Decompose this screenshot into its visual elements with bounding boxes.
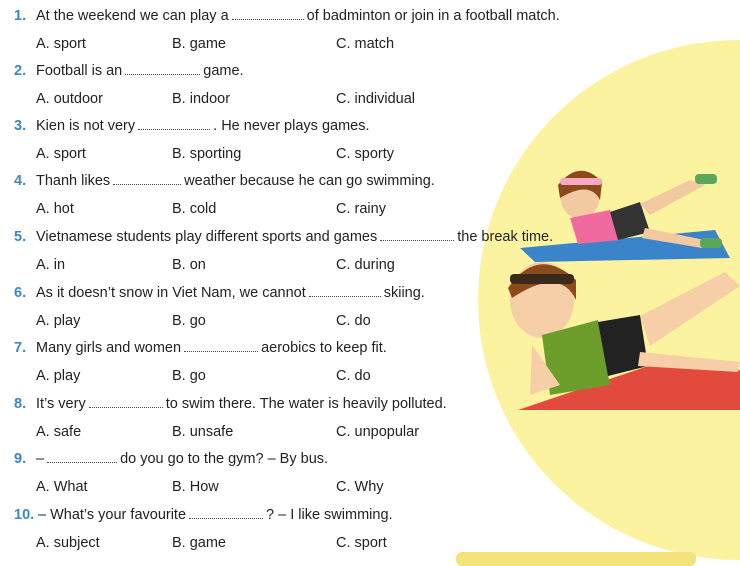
question-text-before: It’s very <box>36 396 86 412</box>
bottom-highlight-bar <box>456 552 696 566</box>
answer-option-a[interactable]: A. hot <box>36 201 74 217</box>
answer-option-c[interactable]: C. during <box>336 257 395 273</box>
answer-option-c[interactable]: C. Why <box>336 479 384 495</box>
question-text-after: skiing. <box>383 285 425 301</box>
answer-option-a[interactable]: A. play <box>36 313 81 329</box>
question-text-before: – <box>36 451 45 467</box>
answer-option-b[interactable]: B. go <box>172 313 206 329</box>
question-text-after: the break time. <box>457 229 554 245</box>
answer-blank[interactable] <box>113 172 181 185</box>
answer-option-a[interactable]: A. sport <box>36 146 86 162</box>
question-text-after: to swim there. The water is heavily polluted. <box>165 396 447 412</box>
answer-blank[interactable] <box>380 228 454 241</box>
question-6 <box>14 283 425 303</box>
answer-blank[interactable] <box>138 117 210 130</box>
answer-blank[interactable] <box>232 7 304 20</box>
question-number: 6. <box>14 285 27 301</box>
question-text-after: weather because he can go swimming. <box>184 173 435 189</box>
question-2 <box>14 61 244 81</box>
answer-blank[interactable] <box>309 284 381 297</box>
answer-option-b[interactable]: B. go <box>172 368 206 384</box>
question-number: 7. <box>14 340 27 356</box>
answer-option-a[interactable]: A. subject <box>36 535 100 551</box>
question-3 <box>14 116 370 136</box>
question-text-after: . He never plays games. <box>213 118 370 134</box>
answer-blank[interactable] <box>47 450 117 463</box>
question-number: 4. <box>14 173 27 189</box>
question-number: 8. <box>14 396 27 412</box>
answer-option-c[interactable]: C. sport <box>336 535 387 551</box>
answer-option-a[interactable]: A. sport <box>36 36 86 52</box>
question-text-before: Thanh likes <box>36 173 111 189</box>
answer-option-b[interactable]: B. indoor <box>172 91 231 107</box>
exercise-girls-illustration <box>490 140 740 420</box>
question-text-before: Kien is not very <box>36 118 136 134</box>
answer-option-b[interactable]: B. sporting <box>172 146 242 162</box>
answer-option-b[interactable]: B. game <box>172 36 226 52</box>
answer-option-b[interactable]: B. game <box>172 535 226 551</box>
question-text-after: do you go to the gym? – By bus. <box>120 451 329 467</box>
answer-option-a[interactable]: A. play <box>36 368 81 384</box>
answer-option-c[interactable]: C. sporty <box>336 146 395 162</box>
question-7 <box>14 338 387 358</box>
question-text-before: Vietnamese students play different sports and games <box>36 229 378 245</box>
question-text-before: As it doesn’t snow in Viet Nam, we cannot <box>36 285 306 301</box>
answer-option-c[interactable]: C. individual <box>336 91 415 107</box>
answer-option-c[interactable]: C. rainy <box>336 201 386 217</box>
answer-blank[interactable] <box>189 506 263 519</box>
question-text-before: At the weekend we can play a <box>36 8 229 24</box>
question-9 <box>14 449 328 469</box>
question-text-after: ? – I like swimming. <box>266 507 393 523</box>
question-number: 9. <box>14 451 27 467</box>
answer-option-b[interactable]: B. cold <box>172 201 217 217</box>
answer-option-b[interactable]: B. unsafe <box>172 424 234 440</box>
answer-option-c[interactable]: C. do <box>336 368 371 384</box>
question-number: 5. <box>14 229 27 245</box>
answer-option-b[interactable]: B. on <box>172 257 206 273</box>
question-text-after: aerobics to keep fit. <box>261 340 387 356</box>
answer-option-c[interactable]: C. match <box>336 36 395 52</box>
question-5 <box>14 227 553 247</box>
answer-option-a[interactable]: A. in <box>36 257 66 273</box>
answer-option-b[interactable]: B. How <box>172 479 219 495</box>
answer-blank[interactable] <box>89 395 163 408</box>
answer-option-a[interactable]: A. What <box>36 479 88 495</box>
question-text-after: game. <box>203 63 244 79</box>
question-text-before: Football is an <box>36 63 123 79</box>
question-8 <box>14 394 447 414</box>
question-number: 3. <box>14 118 27 134</box>
answer-option-a[interactable]: A. safe <box>36 424 82 440</box>
answer-blank[interactable] <box>125 62 200 75</box>
question-number: 10. <box>14 507 35 523</box>
question-text-before: – What’s your favourite <box>38 507 187 523</box>
answer-option-a[interactable]: A. outdoor <box>36 91 103 107</box>
question-number: 1. <box>14 8 27 24</box>
question-4 <box>14 171 435 191</box>
answer-option-c[interactable]: C. do <box>336 313 371 329</box>
question-text-before: Many girls and women <box>36 340 182 356</box>
question-1 <box>14 6 560 26</box>
answer-blank[interactable] <box>184 339 258 352</box>
question-10 <box>14 505 393 525</box>
question-number: 2. <box>14 63 27 79</box>
question-text-after: of badminton or join in a football match. <box>306 8 560 24</box>
answer-option-c[interactable]: C. unpopular <box>336 424 420 440</box>
